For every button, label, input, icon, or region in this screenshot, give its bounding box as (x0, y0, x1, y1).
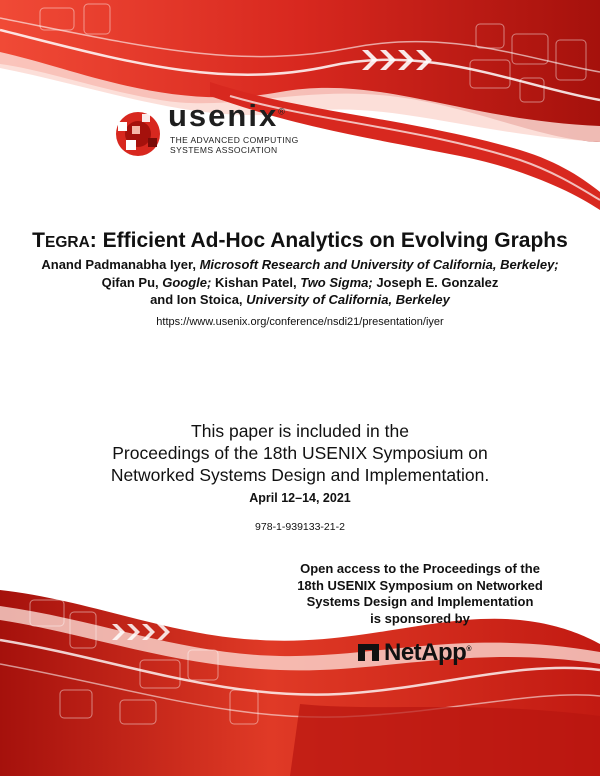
author-line-1: Anand Padmanabha Iyer, Microsoft Research and University of California, Berkeley; (41, 257, 559, 272)
sponsor-statement (268, 561, 572, 627)
proceedings-statement (0, 420, 600, 486)
paper-title (0, 229, 600, 253)
netapp-wordmark: NetApp® (384, 639, 471, 666)
proceedings-line-3: Networked Systems Design and Implementation. (110, 465, 490, 485)
conference-date: April 12–14, 2021 (249, 491, 351, 505)
presentation-url-link[interactable]: https://www.usenix.org/conference/nsdi21/presentation/iyer (156, 316, 444, 328)
usenix-emblem-icon (112, 104, 166, 162)
netapp-mark-icon (358, 644, 379, 661)
author-line-3: and Ion Stoica, University of California, Berkeley (150, 292, 450, 307)
title-text: : Efficient Ad-Hoc Analytics on Evolving Graphs (89, 229, 568, 252)
sponsor-line-2: 18th USENIX Symposium on Networked (297, 577, 543, 593)
title-system-smallcaps: EGRA (45, 234, 90, 251)
usenix-wordmark: usenix® (168, 98, 285, 133)
sponsor-line-3: Systems Design and Implementation (306, 594, 534, 609)
title-system-initial: T (32, 229, 45, 252)
usenix-tagline: THE ADVANCED COMPUTING SYSTEMS ASSOCIATION (170, 135, 299, 155)
proceedings-line-2: Proceedings of the 18th USENIX Symposium on (112, 443, 488, 463)
netapp-logo (358, 638, 488, 668)
proceedings-line-1: This paper is included in the (191, 421, 409, 441)
usenix-logo (112, 98, 312, 166)
isbn-number: 978-1-939133-21-2 (255, 521, 345, 533)
sponsor-line-4: is sponsored by (370, 610, 470, 626)
sponsor-line-1: Open access to the Proceedings of the (300, 561, 540, 576)
author-list (0, 256, 600, 309)
author-line-2: Qifan Pu, Google; Kishan Patel, Two Sigma; Joseph E. Gonzalez (101, 274, 499, 290)
